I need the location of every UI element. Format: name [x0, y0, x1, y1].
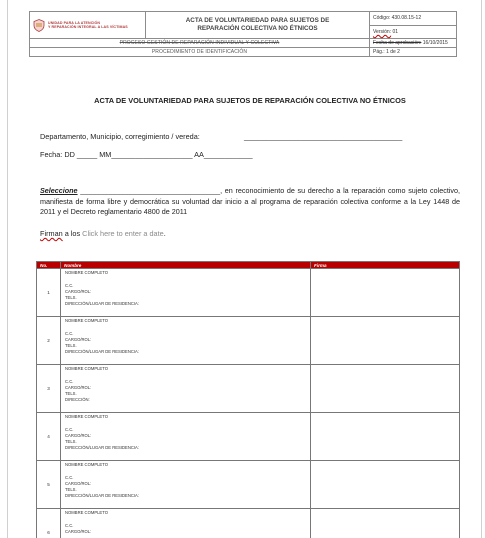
- signature-table: [36, 261, 460, 538]
- firma-cell[interactable]: [311, 317, 460, 365]
- table-row: [37, 365, 460, 413]
- page-count: Pág.: 1 de 2: [373, 49, 400, 55]
- row-number: 4: [37, 413, 61, 461]
- person-field-label: DIRECCIÓN/LUGAR DE RESIDENCIA:: [65, 348, 139, 354]
- row-number: 3: [37, 365, 61, 413]
- person-field-label: NOMBRE COMPLETO: [65, 269, 108, 275]
- seleccione-field[interactable]: Seleccione: [40, 186, 78, 195]
- column-header-nombre: Nombre: [61, 262, 311, 269]
- person-field-label: NOMBRE COMPLETO: [65, 461, 108, 467]
- field-spacer: [65, 372, 310, 379]
- codigo-label: Código:: [373, 15, 391, 22]
- fecha-line[interactable]: Fecha: DD _____ MM____________________ AA____________: [40, 150, 253, 159]
- fecha-aprobacion-cell: [370, 39, 457, 48]
- page-edge-left: [7, 0, 8, 538]
- person-field-label: C.C.: [65, 474, 74, 480]
- firman-end: .: [163, 229, 166, 238]
- procedure-text: PROCEDIMIENTO DE IDENTIFICACIÓN: [151, 49, 248, 55]
- nombre-cell[interactable]: [61, 413, 311, 461]
- person-field-label: NOMBRE COMPLETO: [65, 413, 108, 419]
- person-field-label: NOMBRE COMPLETO: [65, 317, 108, 323]
- logo-text-line-2: Y REPARACIÓN INTEGRAL A LAS VÍCTIMAS: [48, 25, 128, 29]
- row-number: 5: [37, 461, 61, 509]
- coat-of-arms-icon: [33, 19, 45, 32]
- person-field-label: DIRECCIÓN/LUGAR DE RESIDENCIA:: [65, 444, 139, 450]
- codigo-value: 430.08.15-12: [391, 15, 422, 22]
- document-header: [29, 11, 457, 57]
- fecha-aprobacion-value: 16/10/2015: [422, 40, 448, 46]
- table-row: [37, 461, 460, 509]
- firman-label: Firman: [40, 229, 63, 238]
- row-number: 1: [37, 269, 61, 317]
- person-field-label: NOMBRE COMPLETO: [65, 365, 108, 371]
- nombre-cell[interactable]: [61, 317, 311, 365]
- person-field-label: C.C.: [65, 282, 74, 288]
- page-count-cell: [370, 48, 457, 57]
- voluntariedad-paragraph: [40, 186, 460, 218]
- process-cell: [30, 39, 370, 48]
- location-blank[interactable]: _______________________________________: [244, 132, 403, 141]
- table-row: [37, 413, 460, 461]
- page-edge-right: [481, 0, 482, 538]
- person-field-label: DIRECCIÓN/LUGAR DE RESIDENCIA:: [65, 492, 139, 498]
- person-field-label: CARGO/ROL:: [65, 384, 92, 390]
- nombre-cell[interactable]: [61, 269, 311, 317]
- person-field-label: DIRECCIÓN:: [65, 396, 90, 402]
- person-field-label: CARGO/ROL:: [65, 528, 92, 534]
- signature-table-header: [37, 262, 460, 269]
- logo-cell: [30, 12, 146, 39]
- document-title: ACTA DE VOLUNTARIEDAD PARA SUJETOS DE REPARACIÓN COLECTIVA NO ÉTNICOS: [94, 96, 406, 105]
- header-title-cell: [146, 12, 370, 39]
- column-header-firma: Firma: [311, 262, 460, 269]
- firma-cell[interactable]: [311, 413, 460, 461]
- procedure-cell: [30, 48, 370, 57]
- firman-line: [40, 229, 166, 238]
- person-field-label: DIRECCIÓN/LUGAR DE RESIDENCIA:: [65, 300, 139, 306]
- firma-cell[interactable]: [311, 461, 460, 509]
- person-field-label: CARGO/ROL:: [65, 480, 92, 486]
- version-cell: [370, 25, 457, 39]
- person-field-label: C.C.: [65, 522, 74, 528]
- person-field-label: TELS.: [65, 438, 77, 444]
- seleccione-blank[interactable]: ___________________________________: [77, 186, 221, 195]
- row-number: 2: [37, 317, 61, 365]
- field-spacer: [65, 468, 310, 475]
- person-field-label: C.C.: [65, 426, 74, 432]
- header-title-line-2: REPARACIÓN COLECTIVA NO ÉTNICOS: [197, 25, 318, 32]
- column-header-no: No.: [37, 262, 61, 269]
- nombre-cell[interactable]: [61, 509, 311, 538]
- table-row: [37, 509, 460, 538]
- person-field-label: C.C.: [65, 378, 74, 384]
- person-field-label: CARGO/ROL:: [65, 336, 92, 342]
- table-row: [37, 269, 460, 317]
- field-spacer: [65, 420, 310, 427]
- field-spacer: [65, 516, 310, 523]
- person-field-label: TELS.: [65, 342, 77, 348]
- nombre-cell[interactable]: [61, 365, 311, 413]
- date-picker-placeholder[interactable]: Click here to enter a date: [82, 229, 164, 238]
- version-value: 01: [392, 28, 399, 35]
- field-spacer: [65, 324, 310, 331]
- nombre-cell[interactable]: [61, 461, 311, 509]
- table-row: [37, 317, 460, 365]
- header-title-line-1: ACTA DE VOLUNTARIEDAD PARA SUJETOS DE: [185, 17, 330, 24]
- version-label: Versión:: [373, 28, 392, 35]
- codigo-cell: [370, 12, 457, 26]
- field-spacer: [65, 276, 310, 283]
- person-field-label: NOMBRE COMPLETO: [65, 509, 108, 515]
- person-field-label: TELS.: [65, 294, 77, 300]
- firma-cell[interactable]: [311, 365, 460, 413]
- firman-rest: a los: [62, 229, 83, 238]
- firma-cell[interactable]: [311, 269, 460, 317]
- logo: [33, 19, 142, 32]
- person-field-label: TELS.: [65, 390, 77, 396]
- firma-cell[interactable]: [311, 509, 460, 538]
- paragraph-body: , en reconocimiento de su derecho a la reparación como sujeto colectivo, manifiesta de forma libre y democrática su voluntad dar inicio a al programa de reparación colectiva conforme a la Ley 1448 de 2011 y el Decreto reglamentario 4800 de 2011: [40, 186, 461, 216]
- process-text: PROCESO GESTIÓN DE REPARACIÓN INDIVIDUAL Y COLECTIVA: [119, 40, 280, 46]
- logo-text-line-1: UNIDAD PARA LA ATENCIÓN: [48, 20, 101, 25]
- row-number: 6: [37, 509, 61, 538]
- location-label: Departamento, Municipio, corregimiento / vereda:: [40, 132, 200, 141]
- fecha-aprobacion-label: Fecha de aprobación:: [373, 40, 422, 46]
- person-field-label: CARGO/ROL:: [65, 288, 92, 294]
- person-field-label: C.C.: [65, 330, 74, 336]
- person-field-label: CARGO/ROL:: [65, 432, 92, 438]
- person-field-label: TELS.: [65, 486, 77, 492]
